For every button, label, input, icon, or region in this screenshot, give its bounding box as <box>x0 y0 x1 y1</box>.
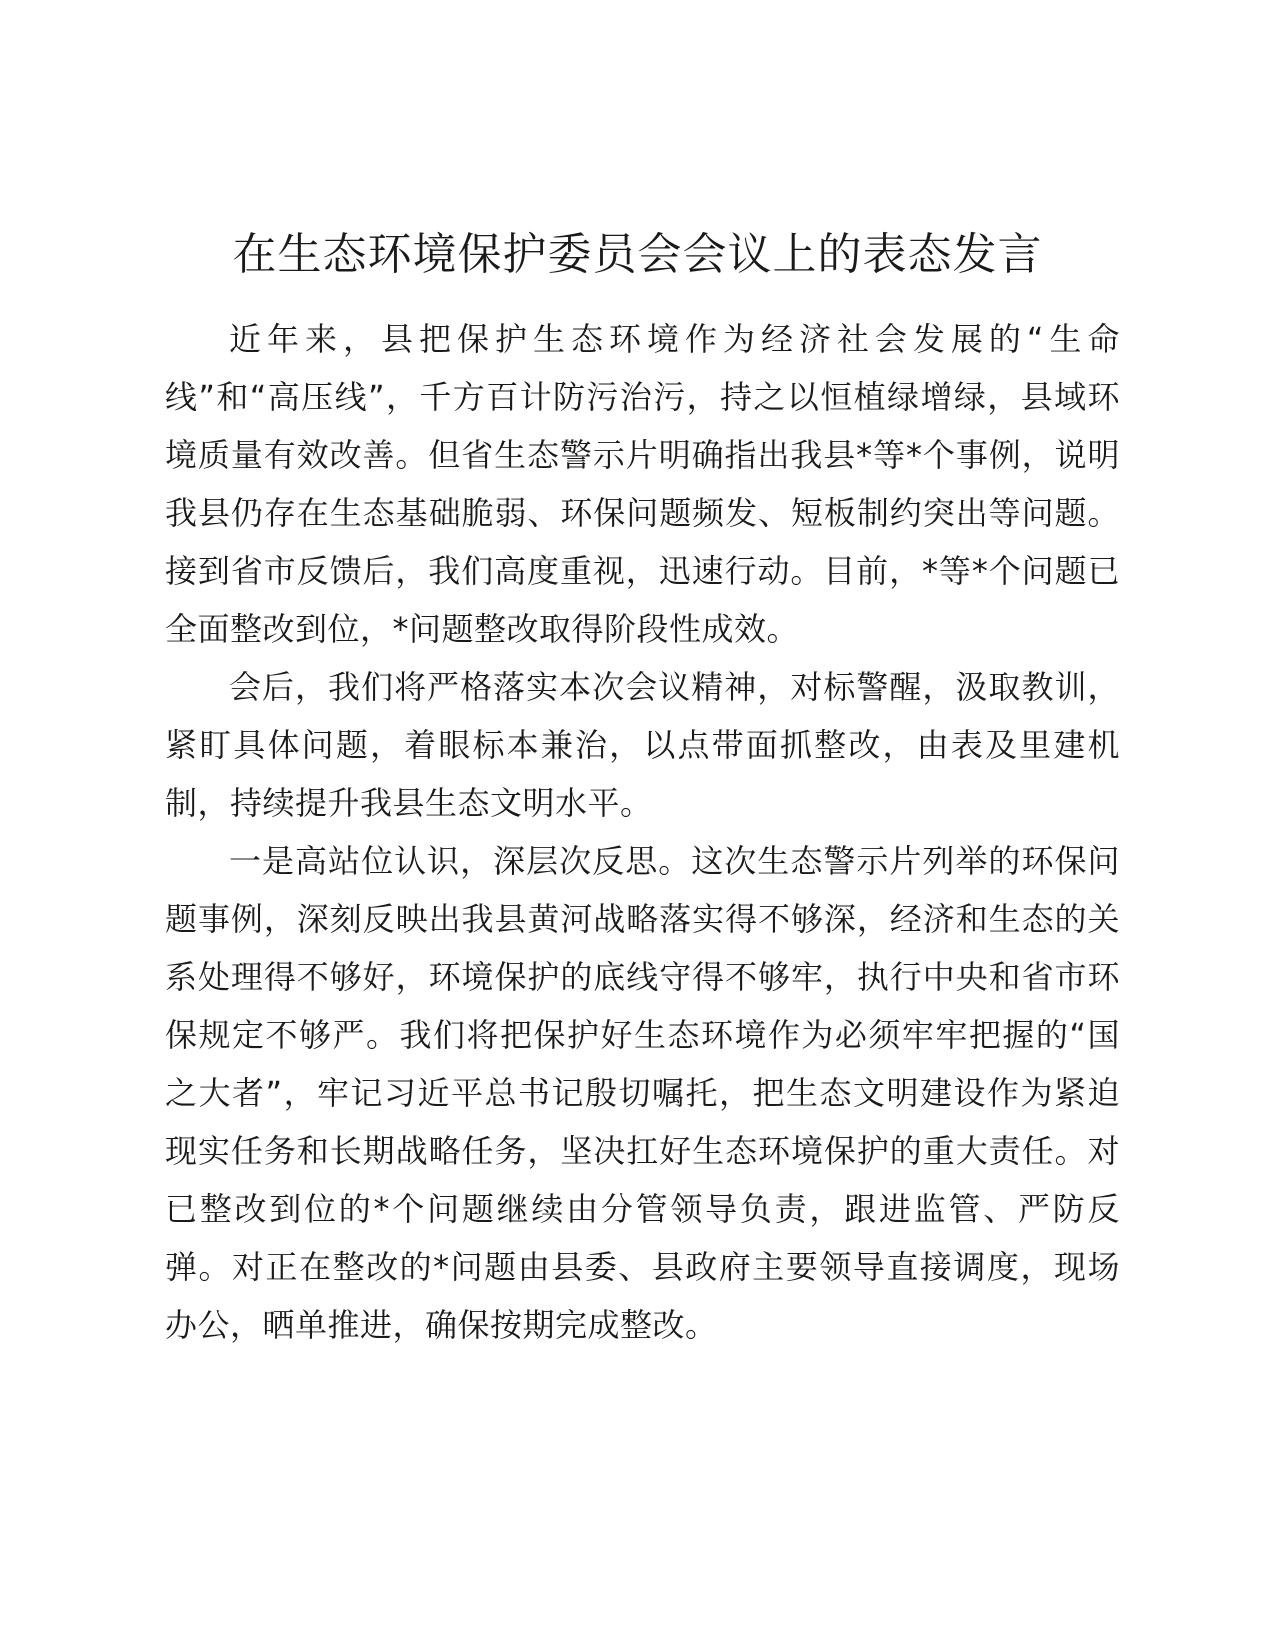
paragraph-commitment: 会后，我们将严格落实本次会议精神，对标警醒，汲取教训，紧盯具体问题，着眼标本兼治，以点带面抓整改，由表及里建机制，持续提升我县生态文明水平。 <box>165 668 1120 822</box>
document-title: 在生态环境保护委员会会议上的表态发言 <box>232 229 1043 280</box>
paragraph-intro: 近年来，县把保护生态环境作为经济社会发展的“生命线”和“高压线”，千方百计防污治污，持之以恒植绿增绿，县域环境质量有效改善。但省生态警示片明确指出我县*等*个事例，说明我县仍存在生态基础脆弱、环保问题频发、短板制约突出等问题。接到省市反馈后，我们高度重视，迅速行动。目前，*等*个问题已全面整改到位，*问题整改取得阶段性成效。 <box>165 320 1120 648</box>
document-body <box>165 310 1120 1354</box>
paragraph-point-one: 一是高站位认识，深层次反思。这次生态警示片列举的环保问题事例，深刻反映出我县黄河战略落实得不够深，经济和生态的关系处理得不够好，环境保护的底线守得不够牢，执行中央和省市环保规定不够严。我们将把保护好生态环境作为必须牢牢把握的“国之大者”，牢记习近平总书记殷切嘱托，把生态文明建设作为紧迫现实任务和长期战略任务，坚决扛好生态环境保护的重大责任。对已整改到位的*个问题继续由分管领导负责，跟进监管、严防反弹。对正在整改的*问题由县委、县政府主要领导直接调度，现场办公，晒单推进，确保按期完成整改。 <box>165 842 1120 1344</box>
